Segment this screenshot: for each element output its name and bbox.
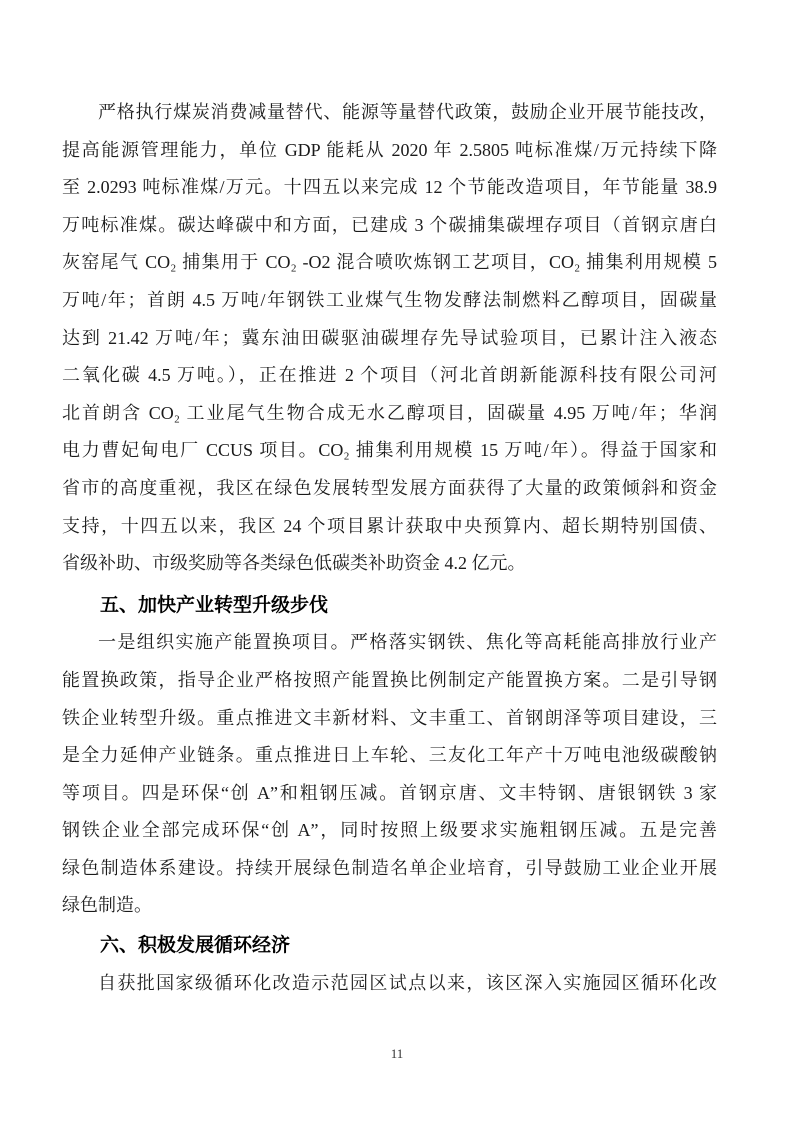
body-line: 万吨/年；首朗 4.5 万吨/年钢铁工业煤气生物发酵法制燃料乙醇项目，固碳量 [62,289,717,310]
section-heading-6: 六、积极发展循环经济 [100,935,291,957]
body-line: 提高能源管理能力，单位 GDP 能耗从 2020 年 2.5805 吨标准煤/万元持续下降 [62,139,717,160]
body-line: 电力曹妃甸电厂 CCUS 项目。CO₂ 捕集利用规模 15 万吨/年）。得益于国家和 [62,440,717,461]
body-line: 自获批国家级循环化改造示范园区试点以来，该区深入实施园区循环化改 [98,972,717,993]
body-line: 省级补助、市级奖励等各类绿色低碳类补助资金 4.2 亿元。 [62,553,526,574]
page-number: 11 [390,1046,404,1061]
body-line: 绿色制造。 [62,895,152,916]
body-line: 铁企业转型升级。重点推进文丰新材料、文丰重工、首钢朗泽等项目建设，三 [62,707,717,728]
body-line: 等项目。四是环保“创 A”和粗钢压减。首钢京唐、文丰特钢、唐银钢铁 3 家 [62,782,717,803]
body-line: 支持，十四五以来，我区 24 个项目累计获取中央预算内、超长期特别国债、 [62,515,717,536]
body-line: 二氧化碳 4.5 万吨。），正在推进 2 个项目（河北首朗新能源科技有限公司河 [62,365,717,386]
body-line: 能置换政策，指导企业严格按照产能置换比例制定产能置换方案。二是引导钢 [62,669,717,690]
body-line: 绿色制造体系建设。持续开展绿色制造名单企业培育，引导鼓励工业企业开展 [62,857,717,878]
page-body [62,94,717,1002]
body-line: 北首朗含 CO₂ 工业尾气生物合成无水乙醇项目，固碳量 4.95 万吨/年；华润 [62,402,717,423]
body-line: 万吨标准煤。碳达峰碳中和方面，已建成 3 个碳捕集碳埋存项目（首钢京唐白 [62,214,717,235]
body-line: 钢铁企业全部完成环保“创 A”，同时按照上级要求实施粗钢压减。五是完善 [62,820,717,841]
body-line: 严格执行煤炭消费减量替代、能源等量替代政策，鼓励企业开展节能技改， [98,102,717,122]
body-line: 是全力延伸产业链条。重点推进日上车轮、三友化工年产十万吨电池级碳酸钠 [62,745,717,766]
body-line: 省市的高度重视，我区在绿色发展转型发展方面获得了大量的政策倾斜和资金 [62,477,717,498]
body-line: 至 2.0293 吨标准煤/万元。十四五以来完成 12 个节能改造项目，年节能量 38.9 [62,177,717,198]
body-line: 达到 21.42 万吨/年；冀东油田碳驱油碳埋存先导试验项目，已累计注入液态 [62,327,717,348]
body-line: 一是组织实施产能置换项目。严格落实钢铁、焦化等高耗能高排放行业产 [98,632,717,653]
section-heading-5: 五、加快产业转型升级步伐 [100,594,329,616]
body-line: 灰窑尾气 CO₂ 捕集用于 CO₂ -O2 混合喷吹炼钢工艺项目，CO₂ 捕集利用规模 5 [62,252,717,273]
